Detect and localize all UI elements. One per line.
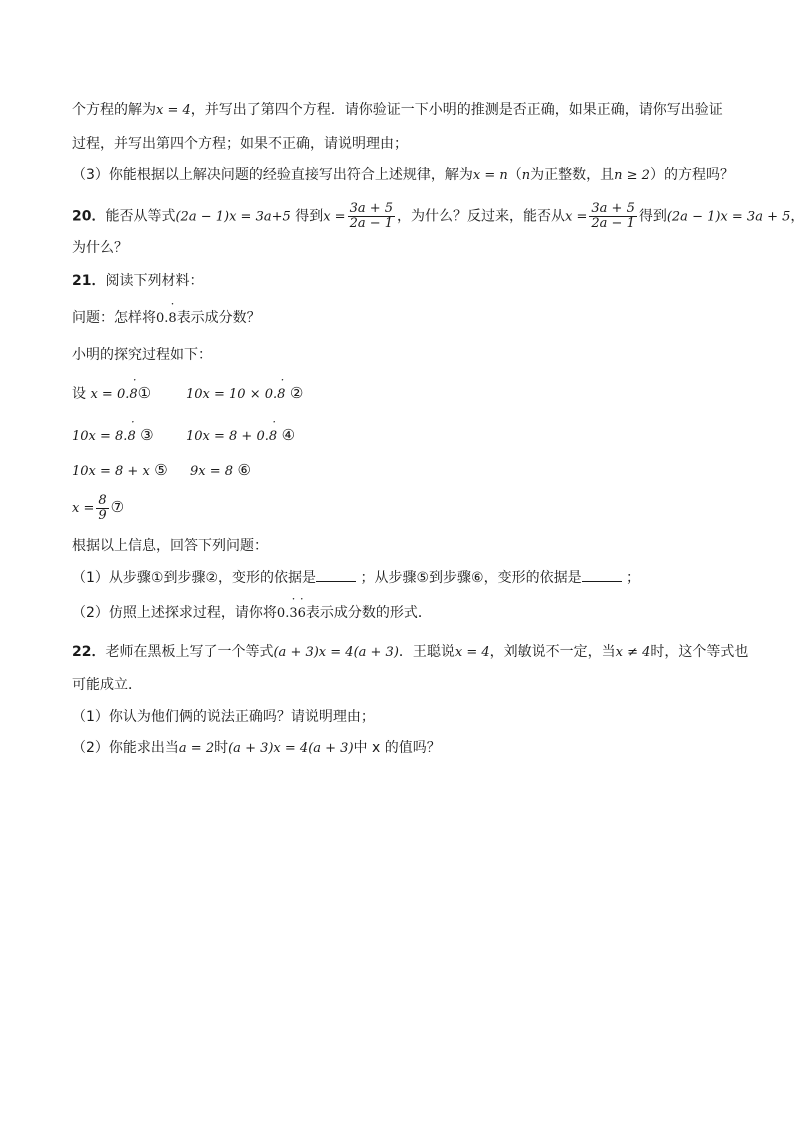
math-expr: a = 2 xyxy=(178,741,215,756)
q22-line-1 xyxy=(72,642,748,663)
q22-part-2 xyxy=(72,738,441,759)
step-5 xyxy=(72,460,168,482)
q21-part-2 xyxy=(72,603,432,624)
text: 设 xyxy=(72,386,86,402)
text: 时，这个等式也 xyxy=(650,644,749,660)
fraction-denominator: 2a − 1 xyxy=(349,216,394,231)
repeating-decimal xyxy=(156,311,177,326)
math-expr: 10x = 8 + 0.˙ 8 xyxy=(186,429,277,444)
text: ；从步骤⑤到步骤⑥，变形的依据是 xyxy=(360,570,582,586)
math-expr: (2a − 1)x = 3a+5 xyxy=(175,209,291,225)
text: 表示成分数？ xyxy=(176,310,261,326)
q19-line-2 xyxy=(72,134,408,154)
text: 表示成分数的形式． xyxy=(305,605,432,621)
math-expr: (a + 3)x = 4(a + 3) xyxy=(228,741,354,756)
step-7 xyxy=(72,492,124,524)
text: ．王聪说 xyxy=(398,644,455,660)
fraction xyxy=(96,494,108,523)
q21-title xyxy=(72,271,203,291)
text: 个方程的解为 xyxy=(72,102,156,118)
text: 中 x 的值吗？ xyxy=(353,740,441,756)
text: 阅读下列材料： xyxy=(105,273,204,289)
math-expr: 10x = 10 × 0.˙ 8 xyxy=(186,387,285,402)
text: 过程，并写出第四个方程；如果不正确，请说明理由； xyxy=(72,136,408,152)
step-marker: ⑤ xyxy=(154,461,168,479)
decimal-int: 0. xyxy=(156,311,169,326)
math-expr: x = 4 xyxy=(454,645,490,660)
text: ，并写出了第四个方程．请你验证一下小明的推测是否正确，如果正确，请你写出验证 xyxy=(190,102,723,118)
repeating-digit: ˙ 3 xyxy=(289,604,297,624)
math-expr: x = xyxy=(323,209,346,225)
text: （3）你能根据以上解决问题的经验直接写出符合上述规律，解为 xyxy=(72,167,473,183)
step-marker: ④ xyxy=(281,426,296,444)
fraction-numerator: 3a + 5 xyxy=(591,201,635,216)
math-expr: (2a − 1)x = 3a + 5 xyxy=(666,209,791,225)
q20-line-1 xyxy=(72,202,804,232)
step-1 xyxy=(72,383,151,405)
answer-blank-1[interactable] xyxy=(316,567,356,582)
math-expr: x = 4 xyxy=(156,103,191,118)
math-expr: 10x = 8.˙ 8 xyxy=(72,429,136,444)
text: 得到 xyxy=(638,208,667,225)
text: 能否从等式 xyxy=(105,208,176,225)
math-expr: n xyxy=(521,168,531,183)
text: （2）你能求出当 xyxy=(72,740,179,756)
step-3 xyxy=(72,425,154,447)
text: 小明的探究过程如下： xyxy=(72,347,212,363)
text: （1）从步骤①到步骤②，变形的依据是 xyxy=(72,570,317,586)
q19-line-1 xyxy=(72,100,723,121)
text: ， xyxy=(790,208,804,225)
question-number: 22． xyxy=(72,644,106,660)
text: 老师在黑板上写了一个等式 xyxy=(105,644,274,660)
step-marker: ② xyxy=(289,384,304,402)
text: 问题：怎样将 xyxy=(72,310,156,326)
repeating-digit: ˙ 8 xyxy=(129,385,137,405)
repeating-decimal xyxy=(277,606,306,621)
repeating-digit: ˙ 8 xyxy=(277,385,285,405)
question-number: 21． xyxy=(72,273,106,289)
text: （ xyxy=(507,167,522,183)
repeating-digit: ˙ 8 xyxy=(269,427,277,447)
math-expr: x ≠ 4 xyxy=(615,645,651,660)
text: 可能成立． xyxy=(72,677,142,693)
q22-part-1 xyxy=(72,707,375,727)
step-marker: ⑥ xyxy=(237,461,251,479)
math-expr: n ≥ 2 xyxy=(614,168,650,183)
fraction xyxy=(589,202,636,231)
question-number: 20． xyxy=(72,208,106,225)
math-expr: x = n xyxy=(472,168,508,183)
q21-part-1 xyxy=(72,567,640,588)
fraction-numerator: 8 xyxy=(98,492,107,508)
math-expr: (a + 3)x = 4(a + 3) xyxy=(273,645,399,660)
q21-problem xyxy=(72,308,261,329)
text: 得到 xyxy=(295,208,324,225)
text: 时 xyxy=(214,740,229,756)
q19-part-3 xyxy=(72,165,734,186)
repeating-digit: ˙ 8 xyxy=(168,309,176,329)
fraction-numerator: 3a + 5 xyxy=(349,201,394,216)
text: ，为什么？反过来，能否从 xyxy=(397,208,566,225)
text: 根据以上信息，回答下列问题： xyxy=(72,538,268,554)
math-expr: 9x = 8 xyxy=(190,464,234,479)
fraction-denominator: 2a − 1 xyxy=(591,216,635,231)
repeating-digit: ˙ 6 xyxy=(298,604,306,624)
fraction xyxy=(348,202,395,231)
math-expr: 10x = 8 + x xyxy=(72,464,150,479)
step-4 xyxy=(186,425,295,447)
math-expr: x = xyxy=(565,209,588,225)
step-marker: ① xyxy=(137,384,152,402)
math-expr: x = 0.˙ 8 xyxy=(90,387,137,402)
q22-line-2 xyxy=(72,675,142,695)
q21-info xyxy=(72,536,268,556)
answer-blank-2[interactable] xyxy=(582,567,622,582)
fraction-denominator: 9 xyxy=(98,507,107,523)
text: ）的方程吗？ xyxy=(649,167,734,183)
text: ，刘敏说不一定，当 xyxy=(489,644,616,660)
decimal-int: 0. xyxy=(276,606,290,621)
step-6 xyxy=(190,460,251,482)
text: （1）你认为他们俩的说法正确吗？请说明理由； xyxy=(72,709,375,725)
q21-intro xyxy=(72,345,212,365)
step-marker: ③ xyxy=(140,426,154,444)
text: 为什么？ xyxy=(72,240,128,256)
text: 为正整数，且 xyxy=(530,167,615,183)
step-2 xyxy=(186,383,303,405)
math-expr: x = xyxy=(72,501,95,516)
text: （2）仿照上述探求过程，请你将 xyxy=(72,605,277,621)
text: ； xyxy=(626,570,641,586)
q20-line-2 xyxy=(72,238,128,258)
repeating-digit: ˙ 8 xyxy=(127,427,135,447)
step-marker: ⑦ xyxy=(110,498,125,516)
